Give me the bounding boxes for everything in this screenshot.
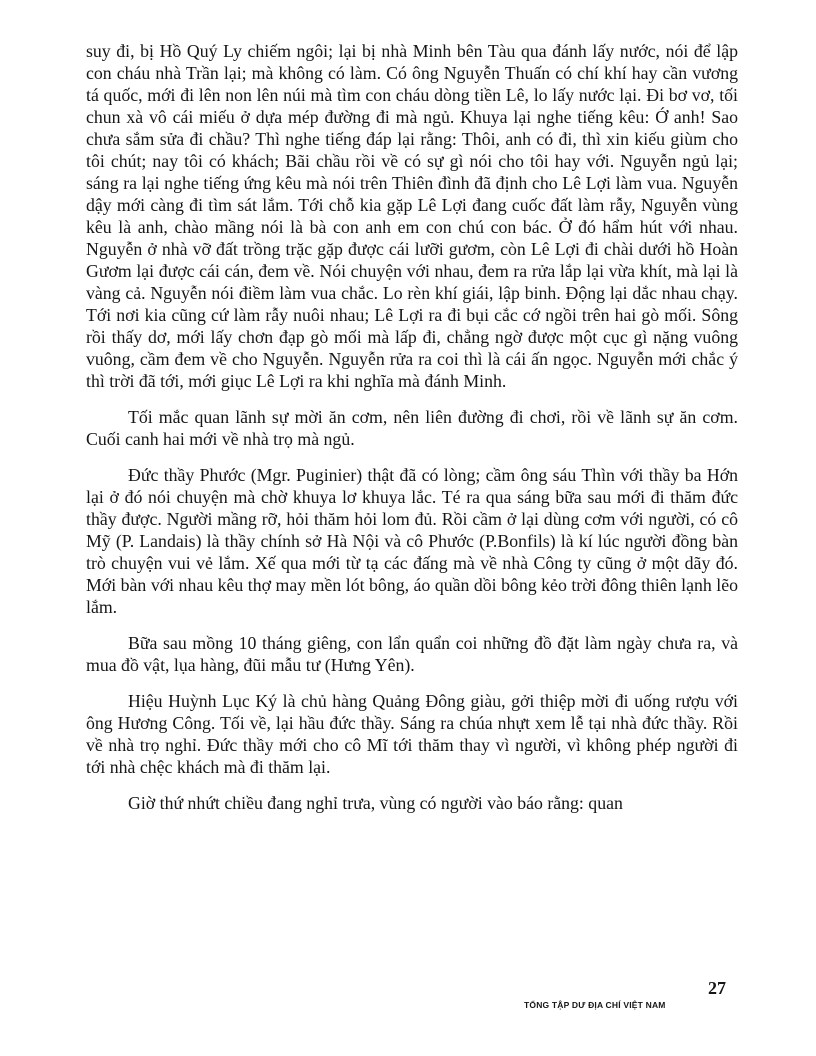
paragraph-continuation: suy đi, bị Hồ Quý Ly chiếm ngôi; lại bị nhà Minh bên Tàu qua đánh lấy nước, nói để lập con cháu nhà Trần lại; mà không có làm. Có ông Nguyễn Thuấn có chí khí hay cần vương tá quốc, mới đi lên non lên núi mà tìm con cháu dòng tiền Lê, lo lấy nước lại. Đi bơ vơ, tối chun xà vô cái miếu ở dựa mép đường đi mà ngủ. Khuya lại nghe tiếng kêu: Ớ anh! Sao chưa sắm sửa đi chầu? Thì nghe tiếng đáp lại rằng: Thôi, anh có đi, thì xin kiếu giùm cho tôi chút; nay tôi có khách; Bãi chầu rồi về có sự gì nói cho tôi hay với. Nguyễn ngủ lại; sáng ra lại nghe tiếng ứng kêu mà nói trên Thiên đình đã định cho Lê Lợi làm vua. Nguyễn dậy mới càng đi tìm sát lắm. Tới chỗ kia gặp Lê Lợi đang cuốc đất làm rẫy, Nguyễn vùng kêu là anh, chào mầng nói là bà con anh em con chú con bác. Ở đó hẩm hút với nhau. Nguyễn ở nhà vỡ đất trồng trặc gặp được cái lưỡi gươm, còn Lê Lợi đi chài dưới hồ Hoàn Gươm lại được cái cán, đem về. Nói chuyện với nhau, đem ra rửa lắp lại vừa khít, mà lại là vàng cả. Nguyễn nói điềm làm vua chắc. Lo rèn khí giái, lập binh. Động lại dắc nhau chạy. Tới nơi kia cũng cứ làm rẫy nuôi nhau; Lê Lợi ra đi bụi cắc cớ ngồi trên hai gò mối. Sông rồi thấy dơ, mới lấy chơn đạp gò mối mà lấp đi, chẳng ngờ được một cục gì nặng vuông vuông, cầm đem về cho Nguyễn. Nguyễn rửa ra coi thì là cái ấn ngọc. Nguyễn mới chắc ý thì trời đã tới, mới giục Lê Lợi ra khi nghĩa mà đánh Minh. [86,41,738,391]
page-number: 27 [708,978,726,998]
page-body [86,40,738,828]
paragraph-bishop-visit: Đức thầy Phước (Mgr. Puginier) thật đã có lòng; cầm ông sáu Thìn với thầy ba Hớn lại ở đó nói chuyện mà chờ khuya lơ khuya lắc. Té ra qua sáng bữa sau mới đi thăm đức thầy được. Người mầng rỡ, hỏi thăm hỏi lom đủ. Rồi cầm ở lại dùng cơm với người, có cô Mỹ (P. Landais) là thầy chính sở Hà Nội và cô Phước (P.Bonfils) là kí lúc người đồng bàn trò chuyện vui vẻ lắm. Xế qua mới từ tạ các đấng mà về nhà Công ty cũng ở một dãy đó. Mới bàn với nhau kêu thợ may mền lót bông, áo quần dồi bông kẻo trời đông thiên lạnh lẽo lắm. [86,465,738,617]
paragraph-huynh-luc-ky: Hiệu Huỳnh Lục Ký là chủ hàng Quảng Đông giàu, gởi thiệp mời đi uống rượu với ông Hương Công. Tối về, lại hầu đức thầy. Sáng ra chúa nhựt xem lễ tại nhà đức thầy. Rồi về nhà trọ nghỉ. Đức thầy mới cho cô Mĩ tới thăm thay vì người, vì không phép người đi tới nhà chệc khách mà đi thăm lại. [86,691,738,777]
paragraph-consul-dinner: Tối mắc quan lãnh sự mời ăn cơm, nên liên đường đi chơi, rồi về lãnh sự ăn cơm. Cuối canh hai mới về nhà trọ mà ngủ. [86,407,738,449]
paragraph-tenth-day: Bữa sau mồng 10 tháng giêng, con lẩn quẩn coi những đồ đặt làm ngày chưa ra, và mua đồ vật, lụa hàng, đũi mẫu tư (Hưng Yên). [86,633,738,675]
running-footer-title: TỔNG TẬP DƯ ĐỊA CHÍ VIỆT NAM [524,1000,666,1010]
paragraph-afternoon: Giờ thứ nhứt chiều đang nghỉ trưa, vùng có người vào báo rằng: quan [128,793,623,813]
